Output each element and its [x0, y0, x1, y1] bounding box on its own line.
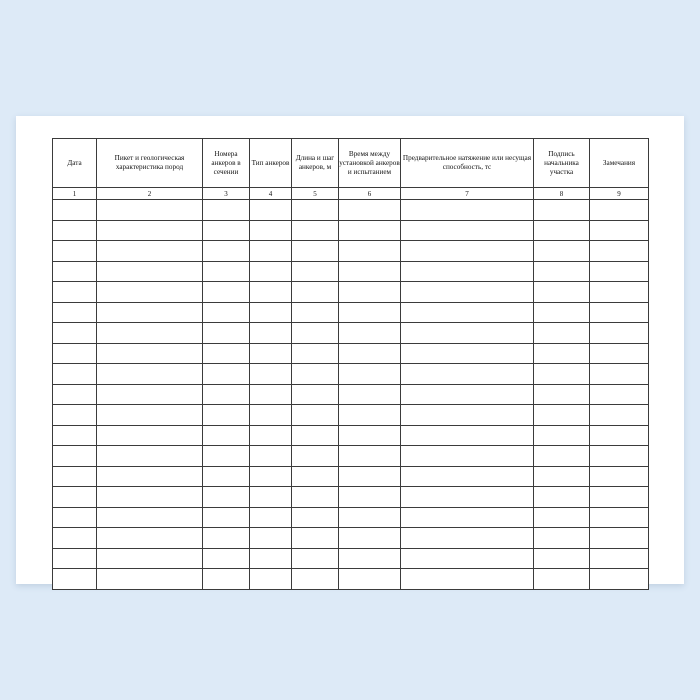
table-cell[interactable]: [250, 425, 292, 446]
table-row[interactable]: [53, 261, 649, 282]
column-number-7: 7: [401, 188, 534, 200]
table-cell[interactable]: [203, 487, 250, 508]
table-cell[interactable]: [53, 323, 97, 344]
table-cell[interactable]: [339, 548, 401, 569]
table-cell[interactable]: [97, 323, 203, 344]
table-cell[interactable]: [250, 220, 292, 241]
table-cell[interactable]: [534, 425, 590, 446]
table-row[interactable]: [53, 241, 649, 262]
table-cell[interactable]: [401, 446, 534, 467]
table-row[interactable]: [53, 466, 649, 487]
table-cell[interactable]: [292, 405, 339, 426]
column-header-anchor-type: Тип анкеров: [250, 139, 292, 188]
table-cell[interactable]: [339, 200, 401, 221]
column-number-1: 1: [53, 188, 97, 200]
table-cell[interactable]: [250, 261, 292, 282]
table-cell[interactable]: [203, 384, 250, 405]
journal-table: [52, 138, 649, 590]
column-number-5: 5: [292, 188, 339, 200]
table-cell[interactable]: [339, 384, 401, 405]
table-row[interactable]: [53, 446, 649, 467]
table-cell[interactable]: [250, 241, 292, 262]
table-cell[interactable]: [590, 466, 649, 487]
column-number-8: 8: [534, 188, 590, 200]
column-number-2: 2: [97, 188, 203, 200]
table-cell[interactable]: [590, 569, 649, 590]
table-header-row: [53, 139, 649, 188]
table-row[interactable]: [53, 364, 649, 385]
table-cell[interactable]: [97, 548, 203, 569]
column-header-supervisor-signature: Подпись начальника участка: [534, 139, 590, 188]
table-cell[interactable]: [292, 343, 339, 364]
table-cell[interactable]: [534, 261, 590, 282]
table-row[interactable]: [53, 548, 649, 569]
table-cell[interactable]: [53, 405, 97, 426]
table-cell[interactable]: [203, 405, 250, 426]
table-cell[interactable]: [401, 302, 534, 323]
column-header-anchor-length-step: Длина и шаг анкеров, м: [292, 139, 339, 188]
table-cell[interactable]: [250, 507, 292, 528]
table-cell[interactable]: [53, 487, 97, 508]
table-cell[interactable]: [339, 507, 401, 528]
table-cell[interactable]: [401, 425, 534, 446]
table-cell[interactable]: [250, 446, 292, 467]
table-cell[interactable]: [534, 220, 590, 241]
table-cell[interactable]: [203, 548, 250, 569]
table-cell[interactable]: [339, 405, 401, 426]
table-cell[interactable]: [250, 302, 292, 323]
column-header-pretension-capacity: Предварительное натяжение или несущая способность, тс: [401, 139, 534, 188]
column-header-date: Дата: [53, 139, 97, 188]
table-cell[interactable]: [590, 343, 649, 364]
table-cell[interactable]: [339, 446, 401, 467]
table-cell[interactable]: [97, 466, 203, 487]
table-cell[interactable]: [97, 487, 203, 508]
table-cell[interactable]: [250, 528, 292, 549]
table-cell[interactable]: [203, 220, 250, 241]
table-cell[interactable]: [534, 323, 590, 344]
table-cell[interactable]: [339, 261, 401, 282]
table-cell[interactable]: [590, 220, 649, 241]
table-cell[interactable]: [590, 507, 649, 528]
table-cell[interactable]: [401, 261, 534, 282]
table-row[interactable]: [53, 384, 649, 405]
table-cell[interactable]: [53, 261, 97, 282]
table-cell[interactable]: [339, 487, 401, 508]
table-cell[interactable]: [97, 425, 203, 446]
table-cell[interactable]: [53, 548, 97, 569]
table-cell[interactable]: [203, 446, 250, 467]
table-cell[interactable]: [250, 364, 292, 385]
table-cell[interactable]: [534, 302, 590, 323]
table-cell[interactable]: [401, 241, 534, 262]
table-cell[interactable]: [203, 425, 250, 446]
table-cell[interactable]: [53, 425, 97, 446]
table-cell[interactable]: [401, 569, 534, 590]
table-cell[interactable]: [203, 507, 250, 528]
table-cell[interactable]: [97, 282, 203, 303]
table-cell[interactable]: [292, 323, 339, 344]
column-number-4: 4: [250, 188, 292, 200]
table-cell[interactable]: [401, 200, 534, 221]
table-cell[interactable]: [292, 425, 339, 446]
table-cell[interactable]: [203, 241, 250, 262]
table-cell[interactable]: [534, 528, 590, 549]
table-cell[interactable]: [97, 405, 203, 426]
table-cell[interactable]: [97, 446, 203, 467]
table-cell[interactable]: [203, 343, 250, 364]
table-cell[interactable]: [401, 364, 534, 385]
table-cell[interactable]: [203, 302, 250, 323]
table-row[interactable]: [53, 569, 649, 590]
table-cell[interactable]: [203, 323, 250, 344]
table-cell[interactable]: [53, 466, 97, 487]
table-cell[interactable]: [590, 487, 649, 508]
table-row[interactable]: [53, 220, 649, 241]
column-header-anchor-numbers: Номера анкеров в сечении: [203, 139, 250, 188]
table-cell[interactable]: [401, 405, 534, 426]
table-cell[interactable]: [203, 466, 250, 487]
table-cell[interactable]: [590, 425, 649, 446]
table-cell[interactable]: [292, 466, 339, 487]
table-cell[interactable]: [590, 548, 649, 569]
column-header-station-geology: Пикет и геологическая характеристика пород: [97, 139, 203, 188]
table-cell[interactable]: [590, 302, 649, 323]
column-header-remarks: Замечания: [590, 139, 649, 188]
table-cell[interactable]: [401, 323, 534, 344]
table-cell[interactable]: [534, 200, 590, 221]
table-cell[interactable]: [534, 487, 590, 508]
table-cell[interactable]: [339, 323, 401, 344]
table-cell[interactable]: [590, 405, 649, 426]
table-cell[interactable]: [401, 528, 534, 549]
table-cell[interactable]: [292, 487, 339, 508]
table-cell[interactable]: [53, 241, 97, 262]
table-cell[interactable]: [292, 241, 339, 262]
table-cell[interactable]: [203, 261, 250, 282]
table-cell[interactable]: [203, 364, 250, 385]
table-cell[interactable]: [339, 220, 401, 241]
table-cell[interactable]: [292, 528, 339, 549]
table-cell[interactable]: [203, 528, 250, 549]
table-column-number-row: [53, 188, 649, 200]
column-number-9: 9: [590, 188, 649, 200]
table-cell[interactable]: [250, 569, 292, 590]
table-cell[interactable]: [97, 569, 203, 590]
table-cell[interactable]: [292, 302, 339, 323]
table-cell[interactable]: [401, 487, 534, 508]
table-cell[interactable]: [401, 343, 534, 364]
table-row[interactable]: [53, 507, 649, 528]
table-cell[interactable]: [534, 241, 590, 262]
table-cell[interactable]: [53, 507, 97, 528]
table-row[interactable]: [53, 528, 649, 549]
document-sheet: [16, 116, 684, 584]
table-cell[interactable]: [250, 548, 292, 569]
table-cell[interactable]: [97, 241, 203, 262]
table-cell[interactable]: [534, 569, 590, 590]
table-cell[interactable]: [534, 446, 590, 467]
table-cell[interactable]: [534, 384, 590, 405]
table-cell[interactable]: [250, 405, 292, 426]
table-cell[interactable]: [292, 446, 339, 467]
table-cell[interactable]: [401, 220, 534, 241]
table-cell[interactable]: [339, 569, 401, 590]
table-cell[interactable]: [97, 302, 203, 323]
table-cell[interactable]: [53, 569, 97, 590]
table-row[interactable]: [53, 343, 649, 364]
table-cell[interactable]: [292, 569, 339, 590]
table-row[interactable]: [53, 200, 649, 221]
table-cell[interactable]: [203, 569, 250, 590]
table-cell[interactable]: [53, 200, 97, 221]
table-cell[interactable]: [292, 548, 339, 569]
table-cell[interactable]: [292, 200, 339, 221]
table-cell[interactable]: [97, 220, 203, 241]
table-cell[interactable]: [339, 425, 401, 446]
table-row[interactable]: [53, 302, 649, 323]
table-cell[interactable]: [97, 507, 203, 528]
column-number-6: 6: [339, 188, 401, 200]
table-cell[interactable]: [401, 384, 534, 405]
table-cell[interactable]: [590, 384, 649, 405]
table-cell[interactable]: [401, 466, 534, 487]
table-cell[interactable]: [53, 446, 97, 467]
table-cell[interactable]: [292, 507, 339, 528]
table-cell[interactable]: [401, 548, 534, 569]
table-cell[interactable]: [53, 528, 97, 549]
table-row[interactable]: [53, 323, 649, 344]
table-cell[interactable]: [292, 384, 339, 405]
table-cell[interactable]: [97, 364, 203, 385]
table-cell[interactable]: [534, 282, 590, 303]
table-cell[interactable]: [53, 364, 97, 385]
table-cell[interactable]: [250, 384, 292, 405]
table-cell[interactable]: [590, 241, 649, 262]
table-cell[interactable]: [534, 507, 590, 528]
table-cell[interactable]: [53, 302, 97, 323]
table-cell[interactable]: [292, 261, 339, 282]
table-cell[interactable]: [97, 200, 203, 221]
table-row[interactable]: [53, 282, 649, 303]
table-cell[interactable]: [97, 343, 203, 364]
table-cell[interactable]: [534, 548, 590, 569]
table-cell[interactable]: [590, 323, 649, 344]
table-cell[interactable]: [534, 364, 590, 385]
table-cell[interactable]: [250, 200, 292, 221]
table-cell[interactable]: [590, 528, 649, 549]
table-cell[interactable]: [339, 241, 401, 262]
table-cell[interactable]: [292, 220, 339, 241]
table-cell[interactable]: [250, 282, 292, 303]
table-cell[interactable]: [590, 364, 649, 385]
table-cell[interactable]: [97, 528, 203, 549]
table-cell[interactable]: [53, 282, 97, 303]
table-cell[interactable]: [250, 487, 292, 508]
table-cell[interactable]: [292, 282, 339, 303]
table-cell[interactable]: [339, 528, 401, 549]
table-cell[interactable]: [534, 466, 590, 487]
table-cell[interactable]: [339, 466, 401, 487]
table-cell[interactable]: [97, 384, 203, 405]
journal-table-wrapper: [52, 138, 648, 590]
table-cell[interactable]: [401, 507, 534, 528]
table-cell[interactable]: [97, 261, 203, 282]
table-cell[interactable]: [339, 302, 401, 323]
table-cell[interactable]: [339, 343, 401, 364]
table-cell[interactable]: [590, 446, 649, 467]
table-cell[interactable]: [292, 364, 339, 385]
table-row[interactable]: [53, 425, 649, 446]
table-cell[interactable]: [203, 200, 250, 221]
table-cell[interactable]: [534, 405, 590, 426]
table-cell[interactable]: [250, 323, 292, 344]
table-cell[interactable]: [339, 364, 401, 385]
table-cell[interactable]: [339, 282, 401, 303]
table-cell[interactable]: [203, 282, 250, 303]
table-cell[interactable]: [53, 384, 97, 405]
table-cell[interactable]: [590, 261, 649, 282]
table-cell[interactable]: [401, 282, 534, 303]
table-cell[interactable]: [53, 220, 97, 241]
table-cell[interactable]: [250, 466, 292, 487]
column-number-3: 3: [203, 188, 250, 200]
column-header-time-between: Время между установкой анкеров и испытанием: [339, 139, 401, 188]
table-cell[interactable]: [534, 343, 590, 364]
table-row[interactable]: [53, 487, 649, 508]
table-row[interactable]: [53, 405, 649, 426]
table-cell[interactable]: [590, 282, 649, 303]
table-cell[interactable]: [250, 343, 292, 364]
table-cell[interactable]: [53, 343, 97, 364]
table-cell[interactable]: [590, 200, 649, 221]
